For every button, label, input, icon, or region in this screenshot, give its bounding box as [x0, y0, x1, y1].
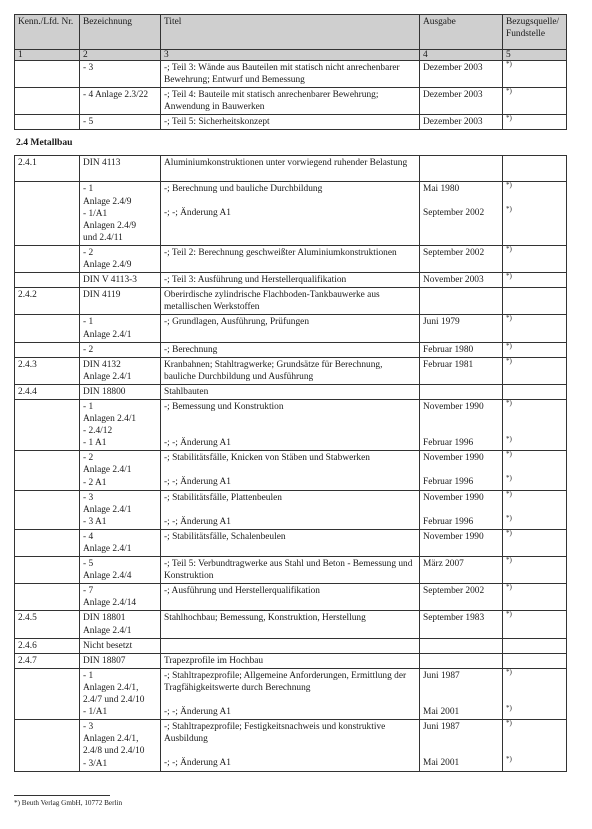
ref-line: [506, 757, 563, 769]
bezeichnung-cell: [80, 611, 161, 638]
ausgabe-cell: [420, 156, 503, 182]
footnote-marker: *): [506, 668, 512, 676]
header-titel: Titel: [161, 15, 420, 50]
ref-line: [506, 721, 563, 757]
kenn-cell: [15, 720, 80, 771]
table-row: [15, 638, 567, 653]
bezeichnung-cell: [80, 357, 161, 384]
ausgabe-cell: [420, 451, 503, 490]
kenn-cell: [15, 115, 80, 130]
designation: - 2: [83, 453, 94, 464]
titel-cell: -; Ausführung und Herstellerqualifikation: [161, 584, 420, 611]
section-title: 2.4 Metallbau: [16, 137, 73, 149]
norms-table-metallbau: [14, 155, 567, 771]
attachment-ref: Anlage 2.4/9: [83, 196, 132, 207]
table-row: [15, 668, 567, 719]
designation: - 1: [83, 401, 94, 412]
ref-cell: [503, 720, 567, 771]
table-row: [15, 342, 567, 357]
titel-cell: Stahlbauten: [161, 384, 420, 399]
bezeichnung-cell: - 4 Anlage 2.3/22: [80, 88, 161, 115]
kenn-cell: 2.4.2: [15, 288, 80, 315]
header-kenn: Kenn./Lfd. Nr.: [15, 15, 80, 50]
ref-cell: [503, 529, 567, 556]
table-row: [15, 315, 567, 342]
document-page: [14, 14, 566, 772]
table-row: [15, 451, 567, 490]
designation: - 5: [83, 559, 94, 570]
footnote-marker: *): [506, 556, 512, 564]
attachment-ref: Anlagen 2.4/9: [83, 220, 137, 231]
edition-date: Februar 1996: [423, 516, 474, 527]
footnote-marker: *): [506, 719, 512, 728]
titel-cell: -; Grundlagen, Ausführung, Prüfungen: [161, 315, 420, 342]
designation: - 4: [83, 531, 94, 542]
footnote-marker: *): [506, 434, 512, 443]
ausgabe-cell: [420, 638, 503, 653]
attachment-ref: Anlage 2.4/1: [83, 371, 132, 382]
bezeichnung-cell: [80, 668, 161, 719]
titel-cell: Oberirdische zylindrische Flachboden-Tankbauwerke aus metallischen Werkstoffen: [161, 288, 420, 315]
attachment-ref: Anlage 2.4/1: [83, 465, 132, 476]
edition-date: Mai 2001: [423, 706, 460, 717]
footnote-marker: *): [506, 87, 512, 96]
kenn-cell: 2.4.3: [15, 357, 80, 384]
attachment-ref: - 2.4/12: [83, 426, 113, 437]
kenn-cell: [15, 61, 80, 88]
edition-date: Februar 1996: [423, 437, 474, 448]
table-row: [15, 584, 567, 611]
footnote-marker: *): [506, 245, 512, 253]
bezeichnung-cell: [80, 529, 161, 556]
table-header-row: [15, 15, 567, 50]
edition-date: Mai 1980: [423, 184, 460, 195]
bezeichnung-cell: [80, 245, 161, 272]
attachment-ref: Anlage 2.4/1: [83, 329, 132, 340]
attachment-ref: Anlage 2.4/1: [83, 504, 132, 515]
ausgabe-cell: März 2007: [420, 557, 503, 584]
footnote-marker: *): [506, 583, 512, 592]
ausgabe-cell: September 2002: [420, 584, 503, 611]
footnote-marker: *): [506, 610, 512, 619]
table-row: [15, 357, 567, 384]
ref-line: [506, 434, 563, 449]
attachment-ref: 2.4/7 und 2.4/10: [83, 695, 145, 706]
ausgabe-cell: [420, 399, 503, 450]
footnote-marker: *): [506, 399, 512, 407]
ref-cell: [503, 490, 567, 529]
attachment-ref: und 2.4/11: [83, 232, 123, 243]
ref-cell: [503, 584, 567, 611]
ausgabe-cell: September 2002: [420, 245, 503, 272]
table-row: [15, 61, 567, 88]
table-row: [15, 288, 567, 315]
title-line: -; Stabilitätsfälle, Plattenbeulen: [164, 492, 282, 503]
attachment-ref: Anlage 2.4/9: [83, 260, 132, 271]
table-row: [15, 720, 567, 771]
ausgabe-cell: November 1990: [420, 529, 503, 556]
table-row: [15, 115, 567, 130]
ref-cell: [503, 357, 567, 384]
bezeichnung-cell: Nicht besetzt: [80, 638, 161, 653]
title-line: -; Berechnung und bauliche Durchbildung: [164, 184, 323, 195]
ausgabe-cell: Februar 1980: [420, 342, 503, 357]
kenn-cell: [15, 315, 80, 342]
ref-line: [506, 401, 563, 437]
titel-cell: [161, 720, 420, 771]
col-number: 2: [80, 50, 161, 61]
ausgabe-cell: [420, 490, 503, 529]
bezeichnung-cell: [80, 557, 161, 584]
titel-cell: Trapezprofile im Hochbau: [161, 653, 420, 668]
edition-date: Juni 1987: [423, 670, 460, 681]
ref-cell: [503, 88, 567, 115]
attachment-ref: Anlagen 2.4/1,: [83, 682, 139, 693]
attachment-ref: Anlagen 2.4/1,: [83, 734, 139, 745]
col-number: 5: [503, 50, 567, 61]
designation: - 3: [83, 722, 94, 733]
ausgabe-cell: [420, 182, 503, 245]
kenn-cell: [15, 668, 80, 719]
kenn-cell: 2.4.4: [15, 384, 80, 399]
attachment-ref: Anlage 2.4/4: [83, 571, 132, 582]
footnote-marker: *): [506, 60, 512, 68]
title-line: -; -; Änderung A1: [164, 437, 231, 448]
ref-cell: [503, 557, 567, 584]
title-line: -; Bemessung und Konstruktion: [164, 401, 284, 412]
edition-date: November 1990: [423, 401, 484, 412]
bezeichnung-cell: [80, 720, 161, 771]
title-line: -; -; Änderung A1: [164, 516, 231, 527]
table-row: [15, 156, 567, 182]
ref-cell: [503, 653, 567, 668]
table-row: [15, 490, 567, 529]
ref-cell: [503, 399, 567, 450]
ref-cell: [503, 61, 567, 88]
ref-line: [506, 476, 563, 488]
designation: - 1: [83, 184, 94, 195]
ref-cell: [503, 245, 567, 272]
footnote-marker: *): [506, 272, 512, 280]
col-number: 4: [420, 50, 503, 61]
bezeichnung-cell: [80, 451, 161, 490]
ref-line: [506, 183, 563, 207]
bezeichnung-cell: [80, 399, 161, 450]
designation: - 1 A1: [83, 438, 107, 449]
title-line: -; -; Änderung A1: [164, 758, 231, 769]
ausgabe-cell: November 2003: [420, 273, 503, 288]
edition-date: September 2002: [423, 208, 485, 219]
ref-cell: [503, 384, 567, 399]
bezeichnung-cell: DIN 18807: [80, 653, 161, 668]
designation: - 7: [83, 586, 94, 597]
bezeichnung-cell: DIN 4113: [80, 156, 161, 182]
titel-cell: [161, 638, 420, 653]
designation: - 3/A1: [83, 758, 108, 769]
titel-cell: [161, 399, 420, 450]
designation: - 3: [83, 492, 94, 503]
bezeichnung-cell: DIN 4119: [80, 288, 161, 315]
ausgabe-cell: [420, 288, 503, 315]
bezeichnung-cell: [80, 584, 161, 611]
table-row: [15, 384, 567, 399]
ref-cell: [503, 115, 567, 130]
edition-date: Februar 1996: [423, 477, 474, 488]
ref-line: [506, 492, 563, 516]
titel-cell: [161, 182, 420, 245]
designation: - 2: [83, 247, 94, 258]
designation: - 1: [83, 670, 94, 681]
header-bezeichnung: Bezeichnung: [80, 15, 161, 50]
kenn-cell: [15, 399, 80, 450]
ausgabe-cell: [420, 668, 503, 719]
titel-cell: [161, 451, 420, 490]
titel-cell: -; Teil 2: Berechnung geschweißter Aluminiumkonstruktionen: [161, 245, 420, 272]
titel-cell: Stahlhochbau; Bemessung, Konstruktion, Herstellung: [161, 611, 420, 638]
edition-date: Juni 1987: [423, 722, 460, 733]
ref-cell: [503, 182, 567, 245]
ref-cell: [503, 273, 567, 288]
footnote-marker: *): [506, 474, 512, 483]
ausgabe-cell: [420, 384, 503, 399]
ref-cell: [503, 611, 567, 638]
footnote-marker: *): [506, 114, 512, 123]
table-row: [15, 273, 567, 288]
bezeichnung-cell: [80, 182, 161, 245]
footnote-marker: *): [506, 450, 512, 459]
norms-table-top: [14, 14, 567, 130]
kenn-cell: [15, 557, 80, 584]
edition-date: November 1990: [423, 453, 484, 464]
table-row: [15, 88, 567, 115]
ausgabe-cell: [420, 720, 503, 771]
title-line: -; Stahltrapezprofile; Allgemeine Anforderungen, Ermittlung der Tragfähigkeitswerte durch Berechnung: [164, 670, 407, 693]
header-bezugsquelle: Bezugsquelle/ Fundstelle: [503, 15, 567, 50]
footnote-marker: *): [506, 755, 512, 764]
ref-line: [506, 670, 563, 706]
designation: DIN 4132: [83, 359, 121, 370]
ausgabe-cell: September 1983: [420, 611, 503, 638]
edition-date: Mai 2001: [423, 758, 460, 769]
table-row: [15, 182, 567, 245]
footnote-rule: [14, 795, 110, 796]
table-row: [15, 653, 567, 668]
kenn-cell: [15, 584, 80, 611]
footnote-marker: *): [506, 205, 512, 214]
kenn-cell: [15, 182, 80, 245]
designation: - 1/A1: [83, 208, 108, 219]
titel-cell: [161, 668, 420, 719]
title-line: -; -; Änderung A1: [164, 208, 231, 219]
ref-line: [506, 452, 563, 476]
kenn-cell: [15, 245, 80, 272]
ref-cell: [503, 288, 567, 315]
ausgabe-cell: Februar 1981: [420, 357, 503, 384]
table-row: [15, 245, 567, 272]
header-ausgabe: Ausgabe: [420, 15, 503, 50]
attachment-ref: Anlage 2.4/1: [83, 625, 132, 636]
footnote: *) Beuth Verlag GmbH, 10772 Berlin: [14, 799, 123, 807]
ausgabe-cell: Dezember 2003: [420, 61, 503, 88]
kenn-cell: 2.4.5: [15, 611, 80, 638]
ausgabe-cell: [420, 653, 503, 668]
footnote-marker: *): [506, 314, 512, 323]
ausgabe-cell: Dezember 2003: [420, 115, 503, 130]
titel-cell: -; Stabilitätsfälle, Schalenbeulen: [161, 529, 420, 556]
bezeichnung-cell: [80, 315, 161, 342]
col-number: 3: [161, 50, 420, 61]
kenn-cell: [15, 529, 80, 556]
designation: - 1/A1: [83, 707, 108, 718]
ref-cell: [503, 342, 567, 357]
ref-cell: [503, 156, 567, 182]
ausgabe-cell: Dezember 2003: [420, 88, 503, 115]
footnote-marker: *): [506, 703, 512, 712]
bezeichnung-cell: - 2: [80, 342, 161, 357]
kenn-cell: [15, 88, 80, 115]
titel-cell: -; Teil 4: Bauteile mit statisch anrechenbarer Bewehrung; Anwendung in Bauwerken: [161, 88, 420, 115]
titel-cell: -; Teil 3: Wände aus Bauteilen mit statisch nicht anrechenbarer Bewehrung; Entwurf und Bemessung: [161, 61, 420, 88]
designation: DIN 18801: [83, 613, 126, 624]
ref-cell: [503, 451, 567, 490]
col-number: 1: [15, 50, 80, 61]
title-line: -; -; Änderung A1: [164, 706, 231, 717]
bezeichnung-cell: - 5: [80, 115, 161, 130]
bezeichnung-cell: [80, 490, 161, 529]
title-line: -; Stabilitätsfälle, Knicken von Stäben und Stabwerken: [164, 453, 370, 464]
kenn-cell: [15, 451, 80, 490]
titel-cell: Aluminiumkonstruktionen unter vorwiegend ruhender Belastung: [161, 156, 420, 182]
titel-cell: Kranbahnen; Stahltragwerke; Grundsätze für Berechnung, bauliche Durchbildung und Ausführung: [161, 357, 420, 384]
table-row: [15, 557, 567, 584]
attachment-ref: 2.4/8 und 2.4/10: [83, 746, 145, 757]
edition-date: November 1990: [423, 492, 484, 503]
footnote-marker: *): [506, 181, 512, 190]
footnote-marker: *): [506, 529, 512, 537]
attachment-ref: Anlage 2.4/14: [83, 598, 137, 609]
bezeichnung-cell: DIN 18800: [80, 384, 161, 399]
bezeichnung-cell: DIN V 4113-3: [80, 273, 161, 288]
footnote-marker: *): [506, 342, 512, 350]
kenn-cell: 2.4.6: [15, 638, 80, 653]
footnote-marker: *): [506, 357, 512, 365]
designation: - 2 A1: [83, 477, 107, 488]
ref-line: [506, 513, 563, 528]
title-line: -; Stahltrapezprofile; Festigkeitsnachweis und konstruktive Ausbildung: [164, 722, 386, 745]
table-row: [15, 529, 567, 556]
kenn-cell: 2.4.1: [15, 156, 80, 182]
footnote-marker: *): [506, 513, 512, 522]
title-line: -; -; Änderung A1: [164, 477, 231, 488]
kenn-cell: 2.4.7: [15, 653, 80, 668]
titel-cell: -; Berechnung: [161, 342, 420, 357]
ref-cell: [503, 315, 567, 342]
ref-line: [506, 703, 563, 718]
ref-cell: [503, 668, 567, 719]
attachment-ref: Anlage 2.4/1: [83, 544, 132, 554]
titel-cell: -; Teil 5: Sicherheitskonzept: [161, 115, 420, 130]
footnote-marker: *): [506, 490, 512, 498]
table-row: [15, 399, 567, 450]
titel-cell: [161, 490, 420, 529]
table-column-numbers: [15, 50, 567, 61]
titel-cell: -; Teil 3: Ausführung und Herstellerqualifikation: [161, 273, 420, 288]
ref-cell: [503, 638, 567, 653]
kenn-cell: [15, 490, 80, 529]
table-row: [15, 611, 567, 638]
attachment-ref: Anlagen 2.4/1: [83, 414, 137, 425]
designation: - 3 A1: [83, 516, 107, 527]
kenn-cell: [15, 342, 80, 357]
kenn-cell: [15, 273, 80, 288]
ref-line: [506, 207, 563, 219]
designation: - 1: [83, 317, 94, 328]
ausgabe-cell: Juni 1979: [420, 315, 503, 342]
titel-cell: -; Teil 5: Verbundtragwerke aus Stahl und Beton - Bemessung und Konstruktion: [161, 557, 420, 584]
bezeichnung-cell: - 3: [80, 61, 161, 88]
